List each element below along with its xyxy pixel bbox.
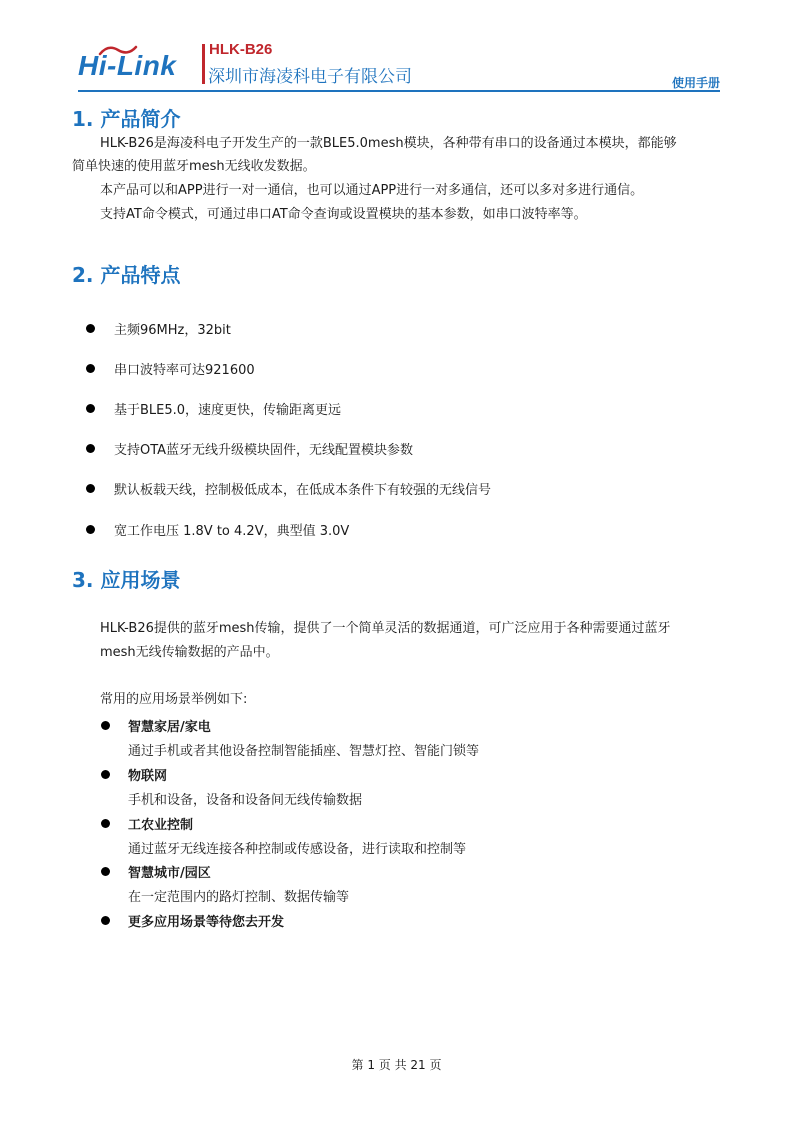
bullet-icon: [86, 364, 95, 373]
section-1-title: 1. 产品简介: [72, 107, 181, 131]
scenario-desc: 通过蓝牙无线连接各种控制或传感设备，进行读取和控制等: [128, 842, 467, 857]
intro-para-1-line-2: 简单快速的使用蓝牙mesh无线收发数据。: [72, 159, 316, 174]
bullet-icon: [86, 444, 95, 453]
manual-label: 使用手册: [671, 76, 720, 90]
company-name: 深圳市海凌科电子有限公司: [208, 67, 412, 87]
feature-text: 默认板载天线，控制极低成本，在低成本条件下有较强的无线信号: [114, 483, 492, 498]
scenario-title: 更多应用场景等待您去开发: [128, 915, 285, 930]
bullet-icon: [101, 819, 110, 828]
scenario-desc: 手机和设备，设备和设备间无线传输数据: [128, 793, 363, 808]
feature-text: 基于BLE5.0，速度更快，传输距离更远: [114, 403, 342, 418]
feature-text: 宽工作电压 1.8V to 4.2V，典型值 3.0V: [114, 524, 350, 539]
bullet-icon: [101, 721, 110, 730]
feature-text: 主频96MHz，32bit: [114, 323, 231, 338]
header-divider: [202, 44, 205, 84]
scenario-intro-line-1: HLK-B26提供的蓝牙mesh传输，提供了一个简单灵活的数据通道，可广泛应用于各种需要通过蓝牙: [100, 621, 671, 636]
model-name: HLK-B26: [209, 41, 273, 58]
intro-para-3: 支持AT命令模式，可通过串口AT命令查询或设置模块的基本参数，如串口波特率等。: [100, 207, 587, 222]
page-number: 第 1 页 共 21 页: [351, 1058, 442, 1072]
scenario-title: 智慧家居/家电: [128, 720, 211, 735]
feature-text: 串口波特率可达921600: [114, 363, 255, 378]
intro-para-2: 本产品可以和APP进行一对一通信，也可以通过APP进行一对多通信，还可以多对多进行通信。: [100, 183, 644, 198]
scenario-desc: 在一定范围内的路灯控制、数据传输等: [128, 890, 350, 905]
feature-text: 支持OTA蓝牙无线升级模块固件，无线配置模块参数: [114, 443, 414, 458]
examples-label: 常用的应用场景举例如下:: [100, 692, 248, 707]
scenario-title: 智慧城市/园区: [128, 866, 211, 881]
scenario-title: 工农业控制: [128, 818, 194, 833]
logo-text: Hi-Link: [78, 50, 177, 81]
bullet-icon: [86, 484, 95, 493]
bullet-icon: [86, 324, 95, 333]
bullet-icon: [101, 770, 110, 779]
hi-link-logo: [78, 44, 198, 84]
page-header: [78, 40, 720, 90]
section-3-title: 3. 应用场景: [72, 568, 181, 592]
section-2-title: 2. 产品特点: [72, 263, 181, 287]
bullet-icon: [101, 916, 110, 925]
scenario-intro-line-2: mesh无线传输数据的产品中。: [100, 645, 279, 660]
bullet-icon: [101, 867, 110, 876]
intro-para-1-line-1: HLK-B26是海凌科电子开发生产的一款BLE5.0mesh模块，各种带有串口的设备通过本模块，都能够: [100, 136, 677, 151]
scenario-desc: 通过手机或者其他设备控制智能插座、智慧灯控、智能门锁等: [128, 744, 480, 759]
scenario-title: 物联网: [128, 769, 168, 784]
bullet-icon: [86, 404, 95, 413]
bullet-icon: [86, 525, 95, 534]
header-rule: [78, 90, 720, 92]
